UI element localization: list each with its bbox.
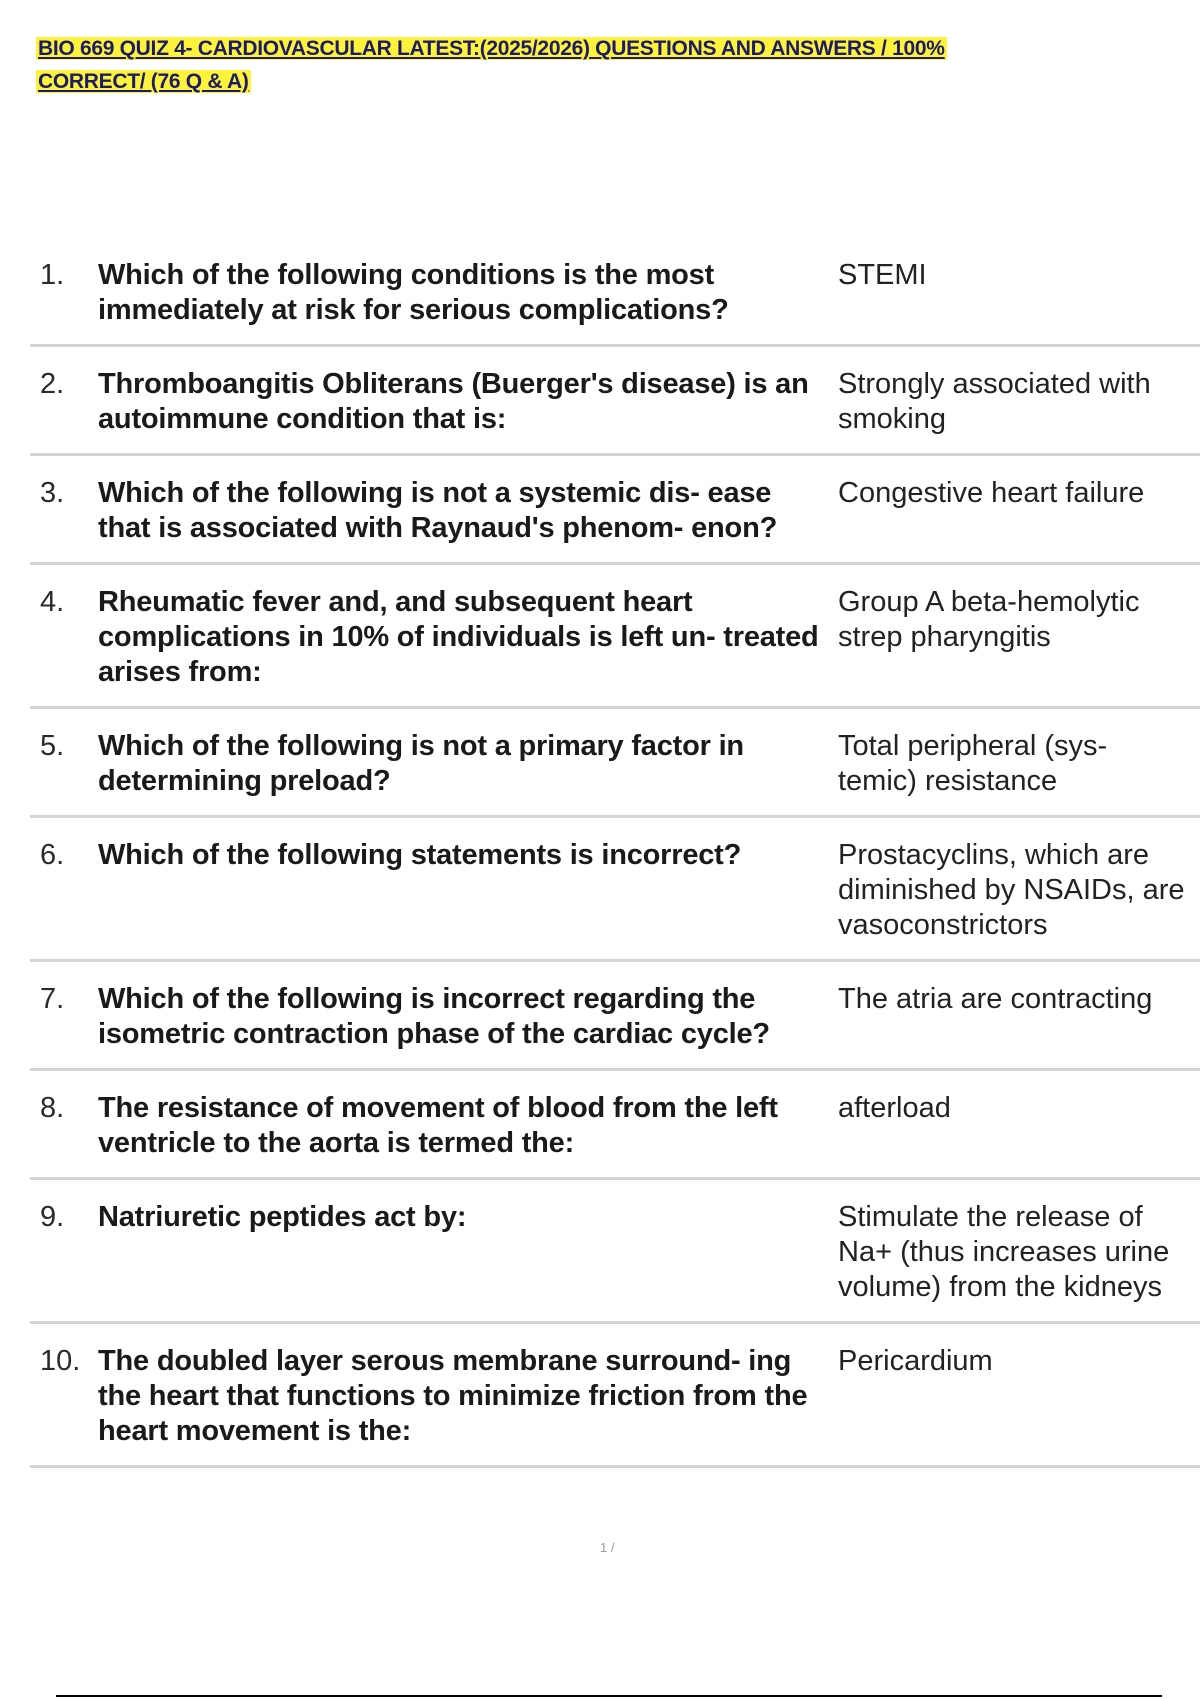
qa-row <box>30 367 1200 456</box>
question-text: Which of the following is incorrect regarding the isometric contraction phase of the cardiac cycle? <box>98 983 770 1050</box>
question-text: Which of the following statements is incorrect? <box>98 839 742 871</box>
question-text: Natriuretic peptides act by: <box>98 1201 467 1233</box>
question-number: 6. <box>40 839 65 871</box>
answer-text: Congestive heart failure <box>838 477 1145 509</box>
question-number: 1. <box>40 259 65 291</box>
answer-text: Stimulate the release of Na+ (thus increases urine volume) from the kidneys <box>838 1201 1170 1303</box>
question-number: 10. <box>40 1345 81 1377</box>
footer-divider <box>56 1695 1162 1697</box>
qa-row <box>30 838 1200 962</box>
question-text: Which of the following is not a systemic dis- ease that is associated with Raynaud's phenom- enon? <box>98 477 778 544</box>
answer-text: Prostacyclins, which are diminished by NSAIDs, are vasoconstrictors <box>838 839 1185 941</box>
answer-text: Total peripheral (sys- temic) resistance <box>838 730 1108 797</box>
question-number: 5. <box>40 730 65 762</box>
question-text: Thromboangitis Obliterans (Buerger's disease) is an autoimmune condition that is: <box>98 368 809 435</box>
question-text: Which of the following is not a primary factor in determining preload? <box>98 730 744 797</box>
answer-text: Pericardium <box>838 1345 993 1377</box>
answer-text: STEMI <box>838 259 927 291</box>
document-title-line-2: CORRECT/ (76 Q & A) <box>38 70 249 93</box>
qa-row <box>30 729 1200 818</box>
qa-row <box>30 1200 1200 1324</box>
document-title <box>36 32 1146 98</box>
document-title-line-1: BIO 669 QUIZ 4- CARDIOVASCULAR LATEST:(2025/2026) QUESTIONS AND ANSWERS / 100% <box>38 37 945 60</box>
question-text: The doubled layer serous membrane surround- ing the heart that functions to minimize friction from the heart movement is the: <box>98 1345 808 1447</box>
qa-row <box>30 585 1200 709</box>
question-number: 9. <box>40 1201 65 1233</box>
qa-row <box>30 982 1200 1071</box>
answer-text: afterload <box>838 1092 951 1124</box>
answer-text: Strongly associated with smoking <box>838 368 1151 435</box>
question-text: Rheumatic fever and, and subsequent heart complications in 10% of individuals is left un- treated arises from: <box>98 586 819 688</box>
question-number: 3. <box>40 477 65 509</box>
question-number: 8. <box>40 1092 65 1124</box>
question-text: Which of the following conditions is the most immediately at risk for serious complications? <box>98 259 729 326</box>
question-number: 2. <box>40 368 65 400</box>
qa-row <box>30 258 1200 347</box>
answer-text: Group A beta-hemolytic strep pharyngitis <box>838 586 1140 653</box>
question-text: The resistance of movement of blood from the left ventricle to the aorta is termed the: <box>98 1092 778 1159</box>
question-answer-list <box>30 258 1200 1488</box>
qa-row <box>30 1344 1200 1468</box>
question-number: 7. <box>40 983 65 1015</box>
qa-row <box>30 476 1200 565</box>
qa-row <box>30 1091 1200 1180</box>
page-number: 1 / <box>600 1540 615 1555</box>
question-number: 4. <box>40 586 65 618</box>
answer-text: The atria are contracting <box>838 983 1153 1015</box>
